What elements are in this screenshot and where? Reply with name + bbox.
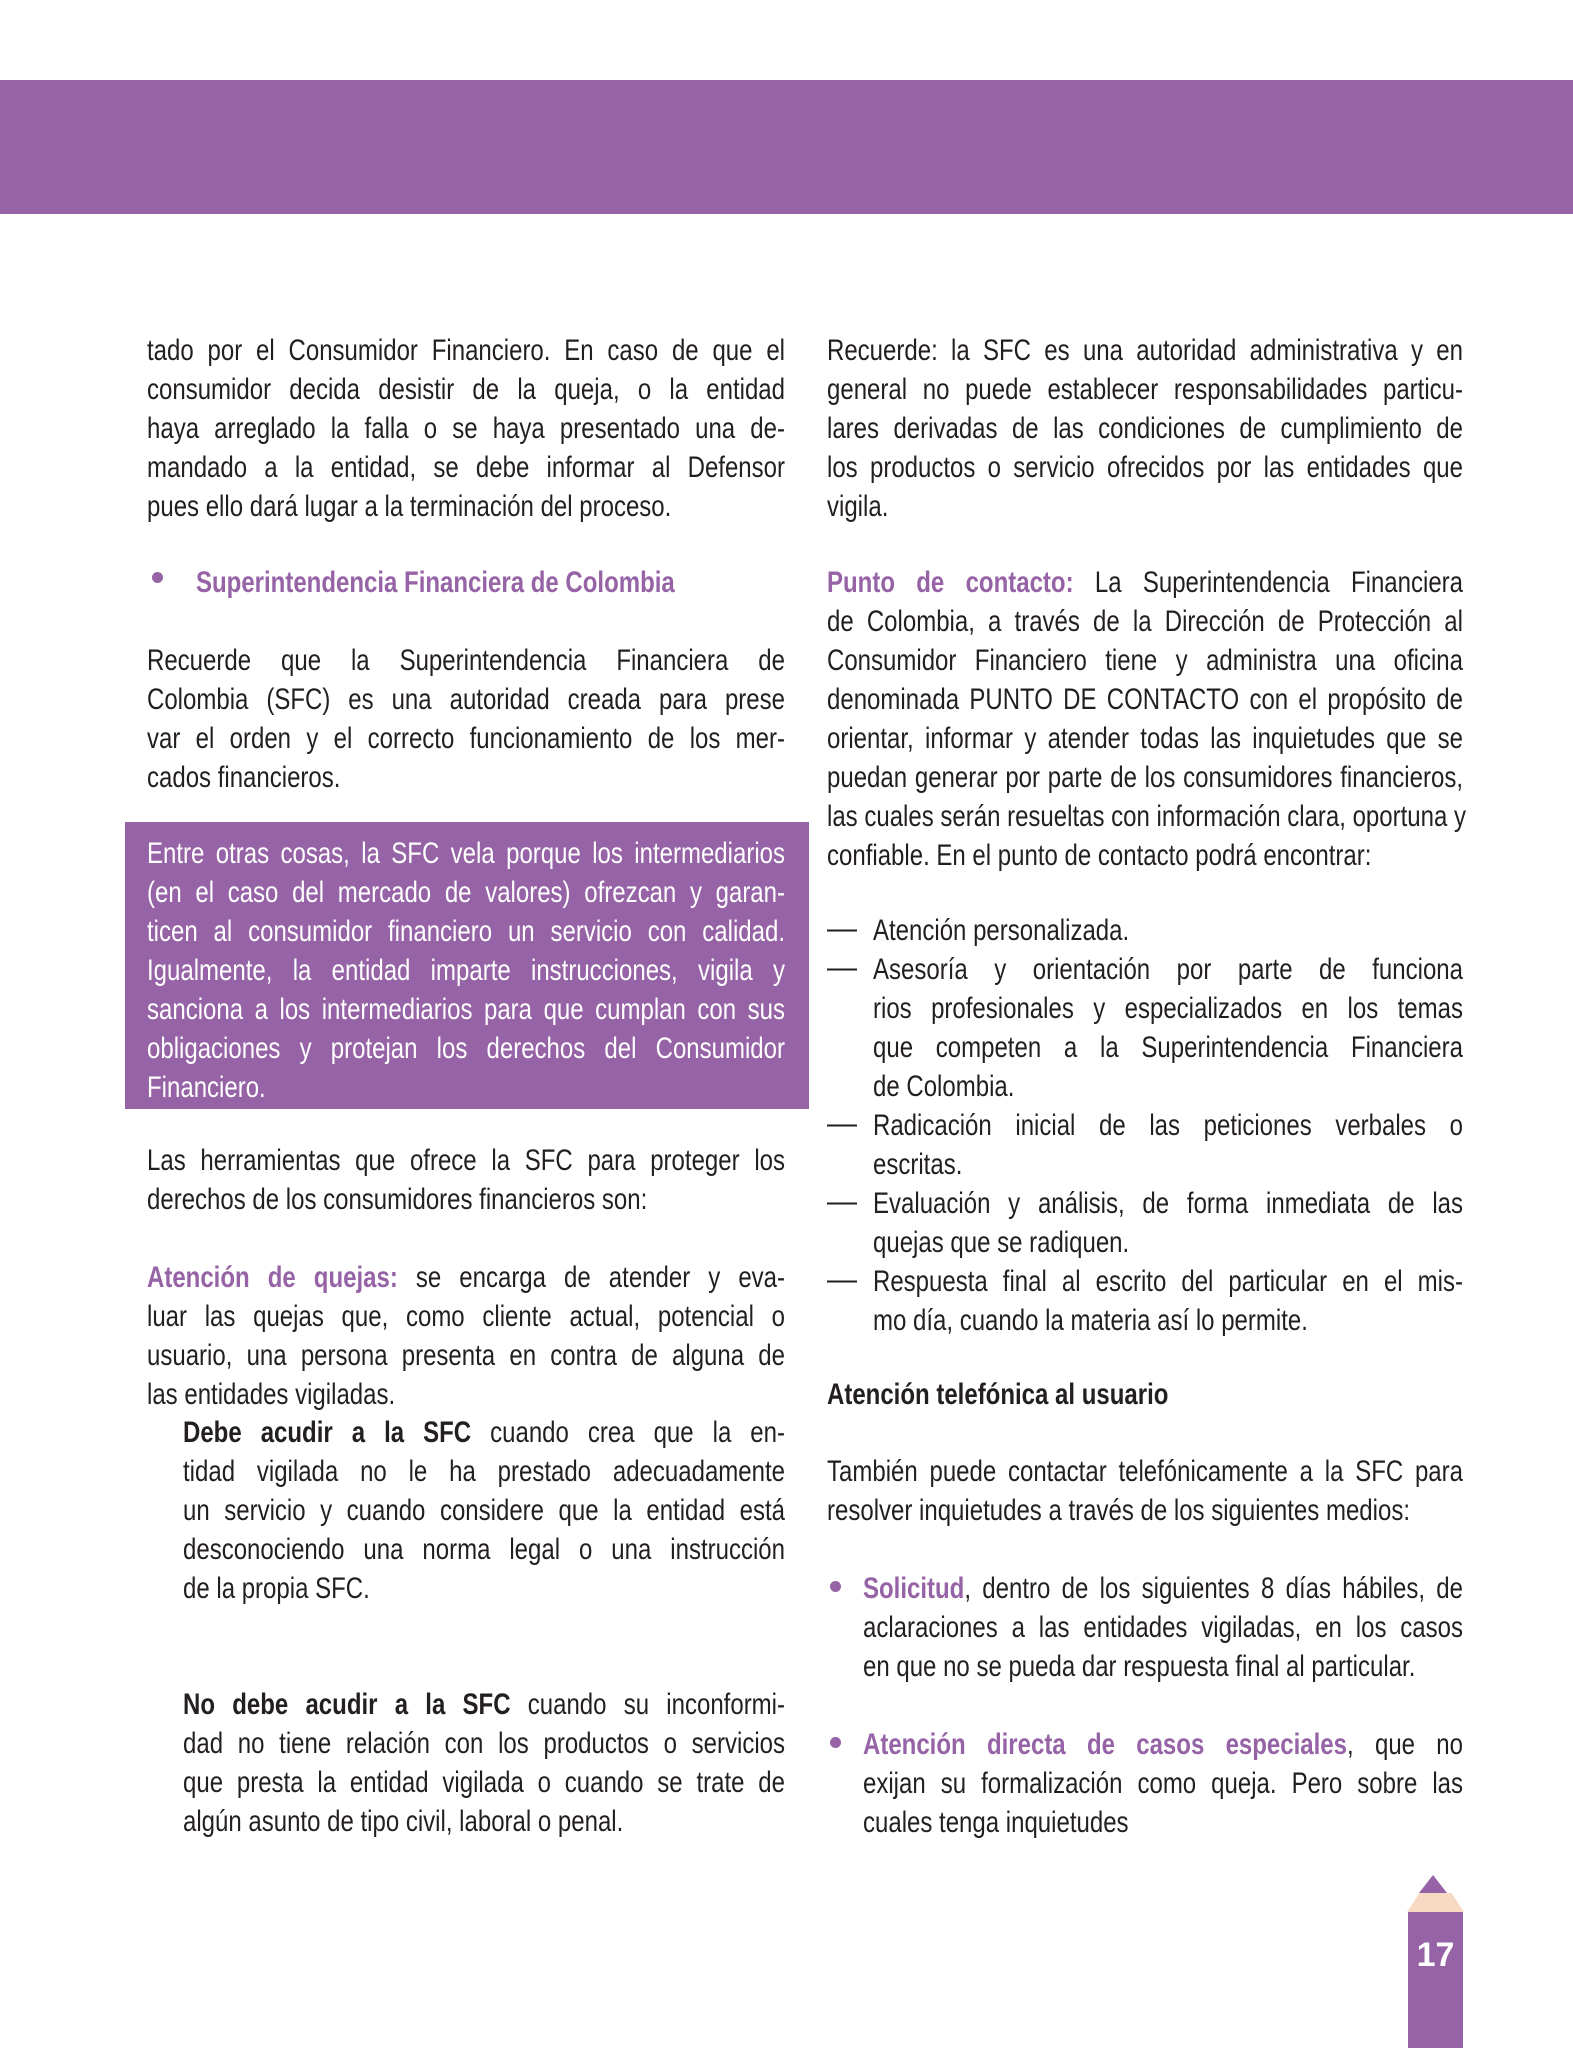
bullet-icon bbox=[830, 1581, 841, 1592]
list-item-line bbox=[873, 1184, 1463, 1223]
paragraph-line bbox=[183, 1685, 785, 1724]
list-item-line bbox=[873, 950, 1463, 989]
text-span: Financiero. bbox=[147, 1071, 266, 1104]
text-span: aclaraciones a las entidades vigiladas, en los casos bbox=[863, 1611, 1463, 1644]
pencil-page-marker bbox=[1408, 1912, 1463, 2048]
paragraph-line bbox=[863, 1608, 1463, 1647]
text-span: lares derivadas de las condiciones de cumplimiento de bbox=[827, 412, 1463, 445]
text-span: las cuales serán resueltas con información clara, oportuna y bbox=[827, 800, 1466, 833]
paragraph-line bbox=[147, 719, 785, 758]
highlight-box-line bbox=[147, 873, 785, 912]
highlight-box-line bbox=[147, 951, 785, 990]
list-item-line bbox=[873, 1106, 1463, 1145]
paragraph-line bbox=[147, 1180, 785, 1219]
bold-label: Atención directa de casos especiales bbox=[863, 1728, 1348, 1761]
text-span: cuando crea que la en- bbox=[490, 1416, 785, 1449]
bold-label: Punto de contacto: bbox=[827, 566, 1074, 599]
list-item-line bbox=[873, 1223, 1463, 1262]
paragraph-line bbox=[863, 1803, 1463, 1842]
bullet-icon bbox=[152, 572, 163, 583]
text-span: Las herramientas que ofrece la SFC para proteger los bbox=[147, 1144, 785, 1177]
paragraph-line bbox=[827, 409, 1463, 448]
paragraph-line bbox=[827, 1452, 1463, 1491]
section-heading: Atención telefónica al usuario bbox=[827, 1378, 1169, 1411]
text-span: Recuerde: la SFC es una autoridad administrativa y en bbox=[827, 334, 1463, 367]
dash-bullet-icon: — bbox=[827, 1107, 857, 1140]
paragraph-line bbox=[827, 836, 1463, 875]
text-span: ticen al consumidor financiero un servicio con calidad. bbox=[147, 915, 785, 948]
bold-label: No debe acudir a la SFC bbox=[183, 1688, 511, 1721]
paragraph-line bbox=[827, 602, 1463, 641]
text-span: usuario, una persona presenta en contra de alguna de bbox=[147, 1339, 785, 1372]
paragraph-line bbox=[827, 680, 1463, 719]
list-item-text: Atención personalizada. bbox=[873, 914, 1130, 947]
list-item-line bbox=[873, 989, 1463, 1028]
text-span: La Superintendencia Financiera bbox=[1094, 566, 1464, 599]
highlight-box-line bbox=[147, 834, 785, 873]
text-span: cuando su inconformi- bbox=[527, 1688, 785, 1721]
list-item-text: Evaluación y análisis, de forma inmediata de las bbox=[873, 1187, 1463, 1220]
text-span: mandado a la entidad, se debe informar al Defensor bbox=[147, 451, 785, 484]
section-heading-line bbox=[827, 1375, 1463, 1414]
bold-label: Atención de quejas: bbox=[147, 1261, 398, 1294]
paragraph-line bbox=[183, 1491, 785, 1530]
highlight-box-line bbox=[147, 1029, 785, 1068]
dash-bullet-icon: — bbox=[827, 912, 857, 945]
list-item-text: mo día, cuando la materia así lo permite. bbox=[873, 1304, 1308, 1337]
paragraph-line bbox=[863, 1764, 1463, 1803]
text-span: derechos de los consumidores financieros son: bbox=[147, 1183, 648, 1216]
text-span: pues ello dará lugar a la terminación del proceso. bbox=[147, 490, 672, 523]
paragraph-line bbox=[863, 1725, 1463, 1764]
dash-bullet-icon: — bbox=[827, 1185, 857, 1218]
paragraph-line bbox=[147, 641, 785, 680]
paragraph-line bbox=[147, 409, 785, 448]
list-item-line bbox=[873, 1145, 1463, 1184]
section-heading: Superintendencia Financiera de Colombia bbox=[196, 566, 675, 599]
paragraph-line bbox=[827, 331, 1463, 370]
text-span: resolver inquietudes a través de los siguientes medios: bbox=[827, 1494, 1410, 1527]
paragraph-line bbox=[183, 1802, 785, 1841]
text-span: confiable. En el punto de contacto podrá encontrar: bbox=[827, 839, 1372, 872]
page-number: 17 bbox=[1416, 1936, 1455, 1974]
text-span: de Colombia, a través de la Dirección de Protección al bbox=[827, 605, 1463, 638]
paragraph-line bbox=[147, 758, 785, 797]
text-span: de la propia SFC. bbox=[183, 1572, 370, 1605]
paragraph-line bbox=[183, 1569, 785, 1608]
paragraph-line bbox=[863, 1569, 1463, 1608]
paragraph-line bbox=[147, 1297, 785, 1336]
list-item-line bbox=[873, 911, 1463, 950]
paragraph-line bbox=[827, 370, 1463, 409]
text-span: cuales tenga inquietudes bbox=[863, 1806, 1129, 1839]
text-span: Colombia (SFC) es una autoridad creada para prese bbox=[147, 683, 785, 716]
pencil-tip-icon bbox=[1419, 1875, 1447, 1893]
text-span: var el orden y el correcto funcionamiento de los mer- bbox=[147, 722, 785, 755]
bold-label: Debe acudir a la SFC bbox=[183, 1416, 472, 1449]
paragraph-line bbox=[827, 563, 1463, 602]
text-span: obligaciones y protejan los derechos del Consumidor bbox=[147, 1032, 785, 1065]
paragraph-line bbox=[147, 680, 785, 719]
highlight-box-line bbox=[147, 912, 785, 951]
paragraph-line bbox=[147, 1258, 785, 1297]
list-item-line bbox=[873, 1028, 1463, 1067]
paragraph-line bbox=[827, 448, 1463, 487]
header-band bbox=[0, 80, 1573, 214]
paragraph-line bbox=[183, 1413, 785, 1452]
text-span: orientar, informar y atender todas las inquietudes que se bbox=[827, 722, 1463, 755]
list-item-text: quejas que se radiquen. bbox=[873, 1226, 1130, 1259]
section-heading-line bbox=[196, 563, 796, 602]
paragraph-line bbox=[827, 758, 1463, 797]
text-span: dad no tiene relación con los productos o servicios bbox=[183, 1727, 785, 1760]
highlight-box-line bbox=[147, 990, 785, 1029]
paragraph-line bbox=[863, 1647, 1463, 1686]
paragraph-line bbox=[147, 1336, 785, 1375]
text-span: en que no se pueda dar respuesta final al particular. bbox=[863, 1650, 1416, 1683]
paragraph-line bbox=[147, 487, 785, 526]
list-item-text: Radicación inicial de las peticiones verbales o bbox=[873, 1109, 1463, 1142]
text-span: Recuerde que la Superintendencia Financiera de bbox=[147, 644, 785, 677]
text-span: , que no bbox=[1347, 1728, 1463, 1761]
text-span: (en el caso del mercado de valores) ofrezcan y garan- bbox=[147, 876, 785, 909]
text-span: Consumidor Financiero tiene y administra una oficina bbox=[827, 644, 1463, 677]
text-span: exijan su formalización como queja. Pero sobre las bbox=[863, 1767, 1463, 1800]
text-span: haya arreglado la falla o se haya presentado una de- bbox=[147, 412, 785, 445]
text-span: desconociendo una norma legal o una instrucción bbox=[183, 1533, 785, 1566]
paragraph-line bbox=[183, 1452, 785, 1491]
text-span: cados financieros. bbox=[147, 761, 341, 794]
paragraph-line bbox=[827, 1491, 1463, 1530]
text-span: los productos o servicio ofrecidos por las entidades que bbox=[827, 451, 1463, 484]
paragraph-line bbox=[147, 370, 785, 409]
text-span: Entre otras cosas, la SFC vela porque los intermediarios bbox=[147, 837, 785, 870]
text-span: Igualmente, la entidad imparte instrucciones, vigila y bbox=[147, 954, 785, 987]
text-span: vigila. bbox=[827, 490, 889, 523]
paragraph-line bbox=[183, 1530, 785, 1569]
list-item-text: rios profesionales y especializados en los temas bbox=[873, 992, 1463, 1025]
text-span: luar las quejas que, como cliente actual, potencial o bbox=[147, 1300, 785, 1333]
text-span: , dentro de los siguientes 8 días hábiles, de bbox=[964, 1572, 1463, 1605]
dash-bullet-icon: — bbox=[827, 951, 857, 984]
text-span: denominada PUNTO DE CONTACTO con el propósito de bbox=[827, 683, 1463, 716]
paragraph-line bbox=[183, 1724, 785, 1763]
list-item-line bbox=[873, 1301, 1463, 1340]
text-span: se encarga de atender y eva- bbox=[415, 1261, 786, 1294]
paragraph-line bbox=[183, 1763, 785, 1802]
paragraph-line bbox=[147, 1375, 785, 1414]
pencil-wood-icon bbox=[1407, 1893, 1464, 1912]
text-span: También puede contactar telefónicamente a la SFC para bbox=[827, 1455, 1463, 1488]
text-span: algún asunto de tipo civil, laboral o penal. bbox=[183, 1805, 624, 1838]
list-item-text: de Colombia. bbox=[873, 1070, 1015, 1103]
paragraph-line bbox=[827, 719, 1463, 758]
paragraph-line bbox=[147, 331, 785, 370]
list-item-line bbox=[873, 1067, 1463, 1106]
text-span: que presta la entidad vigilada o cuando se trate de bbox=[183, 1766, 785, 1799]
paragraph-line bbox=[827, 797, 1466, 836]
dash-bullet-icon: — bbox=[827, 1263, 857, 1296]
bold-label: Solicitud bbox=[863, 1572, 965, 1605]
paragraph-line bbox=[827, 487, 1463, 526]
text-span: consumidor decida desistir de la queja, o la entidad bbox=[147, 373, 785, 406]
text-span: general no puede establecer responsabilidades particu- bbox=[827, 373, 1463, 406]
list-item-text: escritas. bbox=[873, 1148, 963, 1181]
text-span: tidad vigilada no le ha prestado adecuadamente bbox=[183, 1455, 785, 1488]
text-span: sanciona a los intermediarios para que cumplan con sus bbox=[147, 993, 785, 1026]
bullet-icon bbox=[830, 1737, 841, 1748]
highlight-box-line bbox=[147, 1068, 785, 1107]
list-item-text: Respuesta final al escrito del particular en el mis- bbox=[873, 1265, 1463, 1298]
list-item-text: que competen a la Superintendencia Financiera bbox=[873, 1031, 1463, 1064]
paragraph-line bbox=[147, 448, 785, 487]
text-span: puedan generar por parte de los consumidores financieros, bbox=[827, 761, 1463, 794]
text-span: tado por el Consumidor Financiero. En caso de que el bbox=[147, 334, 785, 367]
list-item-text: Asesoría y orientación por parte de funciona bbox=[873, 953, 1463, 986]
paragraph-line bbox=[827, 641, 1463, 680]
text-span: un servicio y cuando considere que la entidad está bbox=[183, 1494, 785, 1527]
list-item-line bbox=[873, 1262, 1463, 1301]
text-span: las entidades vigiladas. bbox=[147, 1378, 396, 1411]
paragraph-line bbox=[147, 1141, 785, 1180]
